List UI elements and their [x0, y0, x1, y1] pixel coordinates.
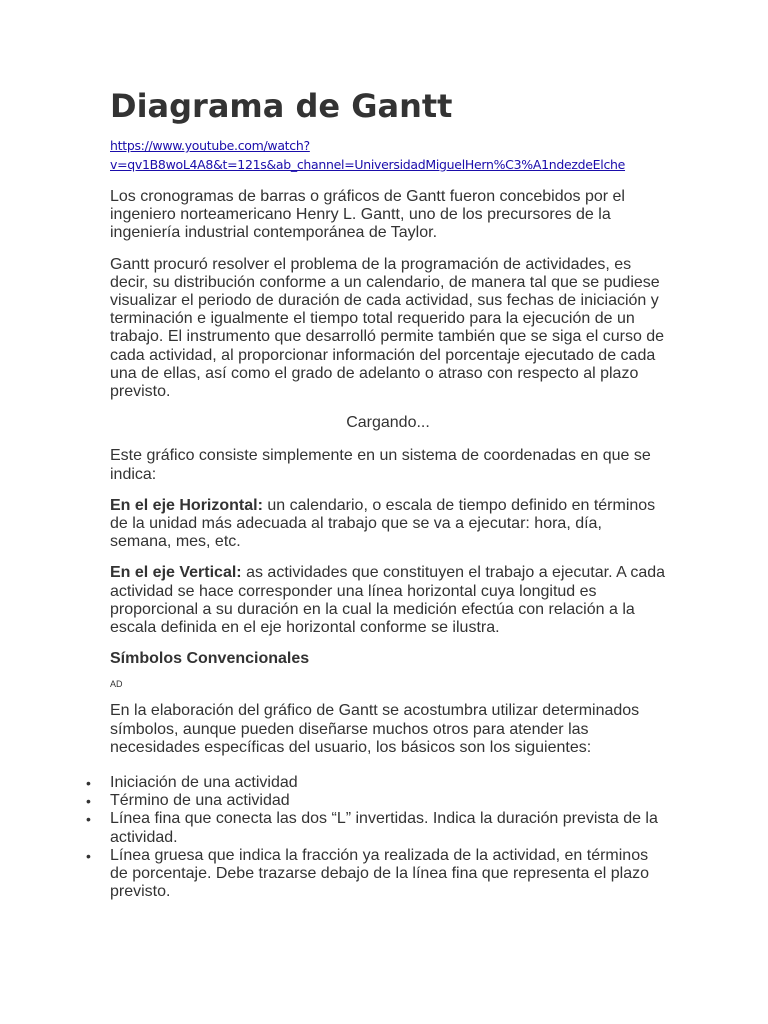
list-item-text: Línea fina que conecta las dos “L” invertidas. Indica la duración prevista de la actividad. — [110, 810, 658, 846]
paragraph-vertical-axis — [110, 564, 666, 637]
vertical-axis-text: as actividades que constituyen el trabajo a ejecutar. A cada actividad se hace corresponder una línea horizontal cuya longitud es proporcional a su duración en la cual la medición efectúa con relación a la escala definida en el eje horizontal conforme se ilustra. — [110, 564, 666, 637]
bullet-icon: • — [86, 775, 91, 792]
paragraph-coordinates: Este gráfico consiste simplemente en un sistema de coordenadas en que se indica: — [110, 447, 651, 483]
ad-label: AD — [110, 679, 123, 690]
bullet-icon: • — [86, 793, 91, 810]
list-item — [86, 810, 666, 846]
paragraph-symbols-intro: En la elaboración del gráfico de Gantt se acostumbra utilizar determinados símbolos, aunque pueden diseñarse muchos otros para atender las necesidades específicas del usuario, los básicos son los siguientes: — [110, 702, 640, 756]
list-item — [86, 774, 666, 792]
list-item-text: Línea gruesa que indica la fracción ya realizada de la actividad, en términos de porcentaje. Debe trazarse debajo de la línea fina que representa el plazo previsto. — [110, 846, 650, 901]
paragraph-intro: Los cronogramas de barras o gráficos de Gantt fueron concebidos por el ingeniero norteamericano Henry L. Gantt, uno de los precursores de la ingeniería industrial contemporánea de Taylor. — [110, 188, 625, 242]
loading-text: Cargando... — [346, 414, 430, 432]
youtube-link-line1[interactable]: https://www.youtube.com/watch? — [110, 138, 310, 153]
section-heading-symbols: Símbolos Convencionales — [110, 650, 310, 668]
horizontal-axis-text: un calendario, o escala de tiempo definido en términos de la unidad más adecuada al trabajo que se va a ejecutar: hora, día, semana, mes, etc. — [110, 496, 656, 551]
list-item-text: Término de una actividad — [110, 792, 290, 810]
article-body — [86, 86, 666, 902]
list-item-text: Iniciación de una actividad — [110, 774, 298, 792]
bullet-icon: • — [86, 811, 91, 828]
vertical-axis-label: En el eje Vertical: — [110, 564, 242, 582]
paragraph-gantt-purpose: Gantt procuró resolver el problema de la programación de actividades, es decir, su distribución conforme a un calendario, de manera tal que se pudiese visualizar el periodo de duración de cada actividad, sus fechas de iniciación y terminación e igualmente el tiempo total requerido para la ejecución de un trabajo. El instrumento que desarrolló permite también que se siga el curso de cada actividad, al proporcionar información del porcentaje ejecutado de cada una de ellas, así como el grado de adelanto o atraso con respecto al plazo previsto. — [110, 255, 665, 401]
youtube-link[interactable] — [110, 136, 666, 174]
paragraph-horizontal-axis — [110, 497, 666, 552]
bullet-icon: • — [86, 847, 91, 864]
youtube-link-line2[interactable]: v=qv1B8woL4A8&t=121s&ab_channel=UniversidadMiguelHern%C3%A1ndezdeElche — [110, 157, 626, 172]
symbols-list — [86, 774, 666, 901]
list-item — [86, 846, 666, 902]
list-item — [86, 792, 666, 810]
horizontal-axis-label: En el eje Horizontal: — [110, 496, 263, 514]
page-title: Diagrama de Gantt — [110, 87, 453, 125]
